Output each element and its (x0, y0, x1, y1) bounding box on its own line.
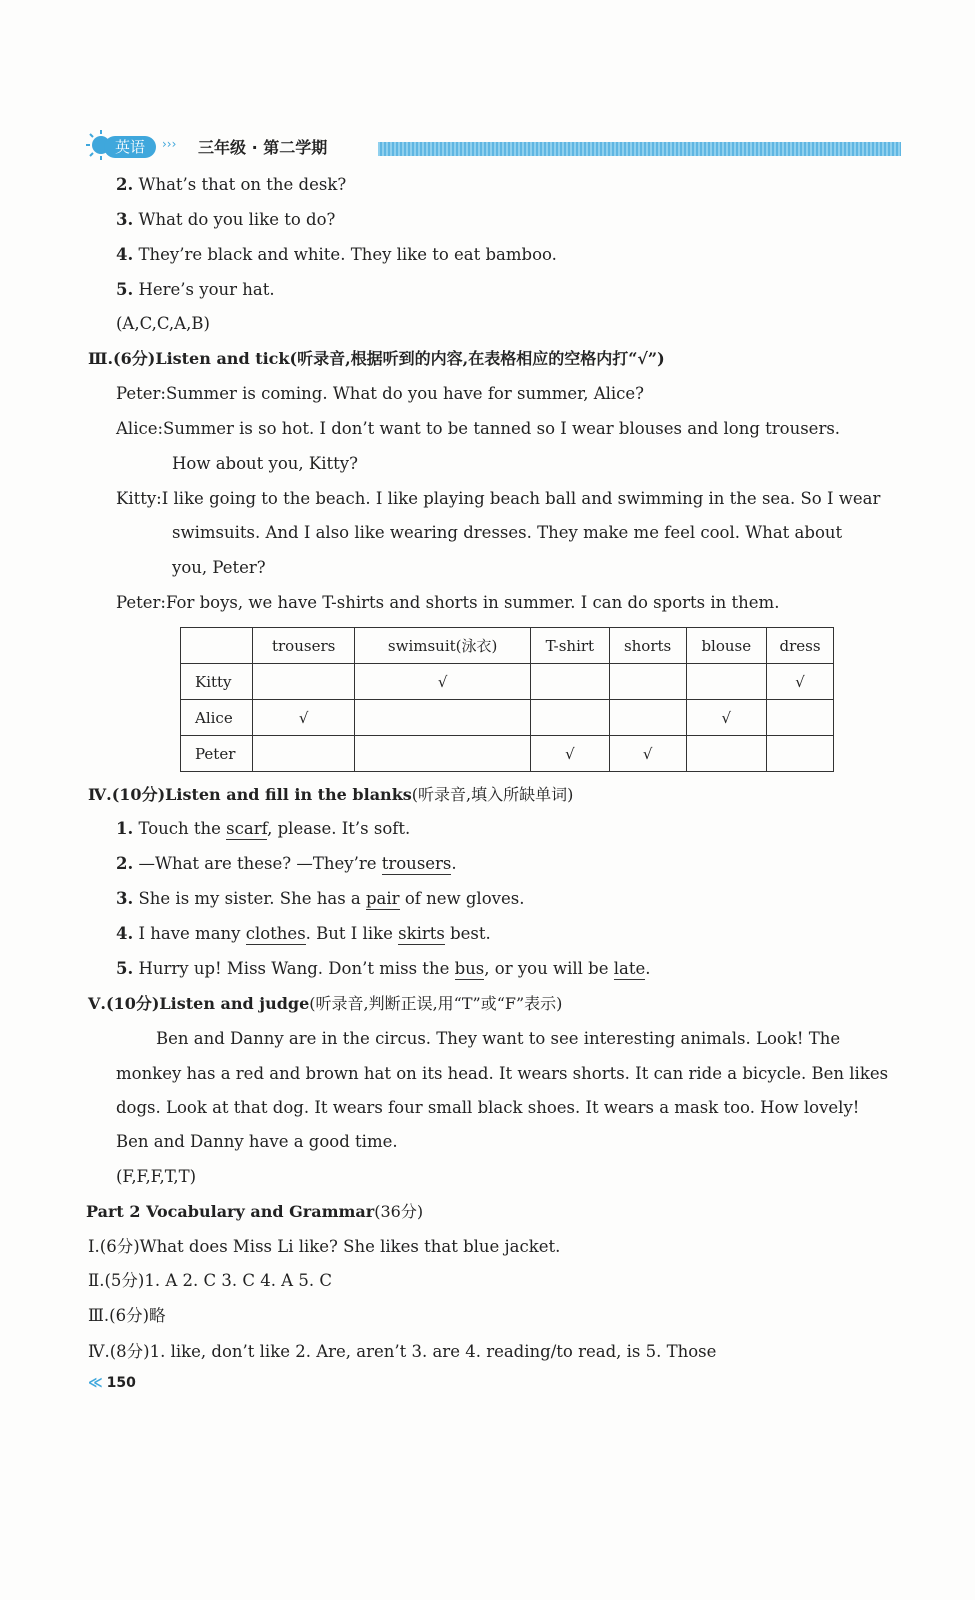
answer-key: (F,F,F,T,T) (116, 1167, 197, 1186)
list-item: 4. I have many clothes. But I like skirts best. (116, 924, 491, 943)
list-item: 1. Touch the scarf, please. It’s soft. (116, 819, 411, 838)
row-name: Peter (181, 736, 253, 772)
answer-line: Ⅱ.(5分)1. A 2. C 3. C 4. A 5. C (88, 1271, 332, 1290)
list-item: 3. What do you like to do? (116, 210, 336, 229)
dialogue-line: you, Peter? (172, 558, 266, 577)
dialogue-line: Alice:Summer is so hot. I don’t want to be tanned so I wear blouses and long trousers. (116, 419, 841, 438)
section-title: Ⅴ.(10分)Listen and judge(听录音,判断正误,用“T”或“F”表示) (88, 994, 563, 1013)
dialogue-line: swimsuits. And I also like wearing dresses. They make me feel cool. What about (172, 523, 843, 542)
table-header-cell (181, 628, 253, 664)
dialogue-line: How about you, Kitty? (172, 454, 358, 473)
dialogue-line: Peter:For boys, we have T-shirts and shorts in summer. I can do sports in them. (116, 593, 780, 612)
grade-label: 三年级 · 第二学期 (198, 138, 328, 157)
subject-badge: 英语 (104, 136, 156, 158)
table-header-cell: dress (767, 628, 834, 664)
section-title: Ⅳ.(10分)Listen and fill in the blanks(听录音,填入所缺单词) (88, 785, 574, 804)
page-header (86, 128, 901, 164)
tick-cell (686, 664, 767, 700)
list-item: 5. Hurry up! Miss Wang. Don’t miss the bus, or you will be late. (116, 959, 651, 978)
list-item: 2. —What are these? —They’re trousers. (116, 854, 457, 873)
dialogue-line: Peter:Summer is coming. What do you have for summer, Alice? (116, 384, 645, 403)
page-number: ≪ 150 (88, 1375, 136, 1391)
tick-cell (530, 664, 609, 700)
row-name: Alice (181, 700, 253, 736)
table-row (181, 700, 834, 736)
tick-cell (530, 700, 609, 736)
answer-line: Ⅰ.(6分)What does Miss Li like? She likes that blue jacket. (88, 1237, 561, 1256)
answer-line: Ⅲ.(6分)略 (88, 1306, 166, 1325)
passage-line: Ben and Danny have a good time. (116, 1132, 398, 1151)
answer-key: (A,C,C,A,B) (116, 314, 210, 333)
tick-cell (355, 736, 531, 772)
passage-line: Ben and Danny are in the circus. They want to see interesting animals. Look! The (156, 1029, 841, 1048)
tick-cell (686, 736, 767, 772)
table-header-cell: blouse (686, 628, 767, 664)
part-title: Part 2 Vocabulary and Grammar(36分) (86, 1202, 424, 1221)
tick-cell: √ (530, 736, 609, 772)
table-header-cell: shorts (609, 628, 686, 664)
tick-cell: √ (767, 664, 834, 700)
table-header-cell: swimsuit(泳衣) (355, 628, 531, 664)
tick-cell: √ (686, 700, 767, 736)
table-header-cell: trousers (253, 628, 355, 664)
chevrons-icon: ››› (162, 137, 177, 151)
list-item: 5. Here’s your hat. (116, 280, 275, 299)
passage-line: monkey has a red and brown hat on its head. It wears shorts. It can ride a bicycle. Ben likes (116, 1064, 889, 1083)
row-name: Kitty (181, 664, 253, 700)
tick-cell (253, 664, 355, 700)
tick-cell (767, 700, 834, 736)
table-header-cell: T-shirt (530, 628, 609, 664)
tick-cell (767, 736, 834, 772)
tick-cell (355, 700, 531, 736)
tick-table (180, 627, 834, 772)
tick-cell: √ (253, 700, 355, 736)
dialogue-line: Kitty:I like going to the beach. I like playing beach ball and swimming in the sea. So I wear (116, 489, 881, 508)
tick-cell (253, 736, 355, 772)
table-row (181, 664, 834, 700)
list-item: 3. She is my sister. She has a pair of new gloves. (116, 889, 525, 908)
tick-cell (609, 664, 686, 700)
header-stripe (378, 142, 901, 156)
table-row (181, 736, 834, 772)
double-chevron-icon: ≪ (88, 1375, 103, 1391)
passage-line: dogs. Look at that dog. It wears four small black shoes. It wears a mask too. How lovely! (116, 1098, 860, 1117)
list-item: 2. What’s that on the desk? (116, 175, 347, 194)
section-title: Ⅲ.(6分)Listen and tick(听录音,根据听到的内容,在表格相应的空格内打“√”) (88, 349, 665, 368)
tick-cell (609, 700, 686, 736)
list-item: 4. They’re black and white. They like to eat bamboo. (116, 245, 557, 264)
answer-line: Ⅳ.(8分)1. like, don’t like 2. Are, aren’t 3. are 4. reading/to read, is 5. Those (88, 1342, 717, 1361)
tick-cell: √ (355, 664, 531, 700)
table-header-row (181, 628, 834, 664)
tick-cell: √ (609, 736, 686, 772)
